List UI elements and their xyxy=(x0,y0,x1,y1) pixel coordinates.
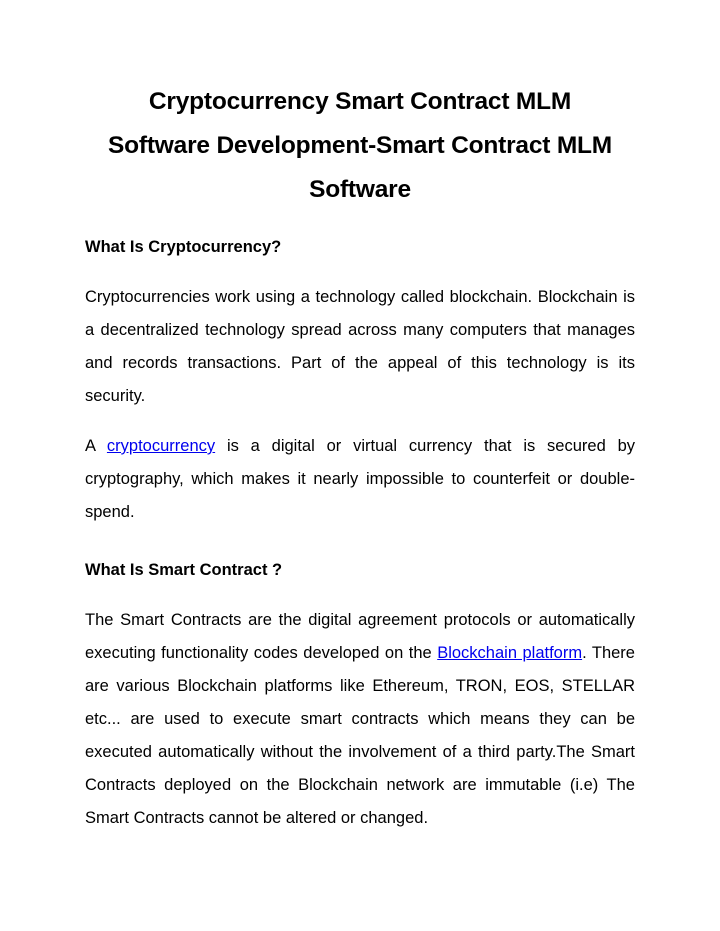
paragraph-smart-contract-definition xyxy=(85,604,635,835)
document-title xyxy=(85,80,635,212)
document-page xyxy=(85,80,635,835)
blockchain-platform-link[interactable]: Blockchain platform xyxy=(437,644,583,662)
title-line-2: Software Development-Smart Contract MLM xyxy=(107,132,613,159)
paragraph-prefix: The Smart Contracts are the digital agreement protocols or automatically executing functionality codes developed on the xyxy=(85,611,635,662)
paragraph-suffix: . There are various Blockchain platforms like Ethereum, TRON, EOS, STELLAR etc... are used to execute smart contracts which means they can be executed automatically without the involvement of a third party.The Smart Contracts deployed on the Blockchain network are immutable (i.e) The Smart Contracts cannot be altered or changed. xyxy=(85,644,635,827)
paragraph-prefix: A xyxy=(85,437,107,455)
paragraph-cryptocurrency-definition xyxy=(85,430,635,529)
title-line-1: Cryptocurrency Smart Contract MLM xyxy=(148,88,572,115)
paragraph-suffix: is a digital or virtual currency that is secured by cryptography, which makes it nearly impossible to counterfeit or double-spend. xyxy=(85,437,635,521)
paragraph-blockchain-intro: Cryptocurrencies work using a technology called blockchain. Blockchain is a decentralized technology spread across many computers that manages and records transactions. Part of the appeal of this technology is its security. xyxy=(85,288,635,405)
section-heading-cryptocurrency: What Is Cryptocurrency? xyxy=(85,238,282,256)
section-heading-smart-contract: What Is Smart Contract ? xyxy=(85,561,283,579)
cryptocurrency-link[interactable]: cryptocurrency xyxy=(106,437,216,455)
title-line-3: Software xyxy=(309,176,411,203)
